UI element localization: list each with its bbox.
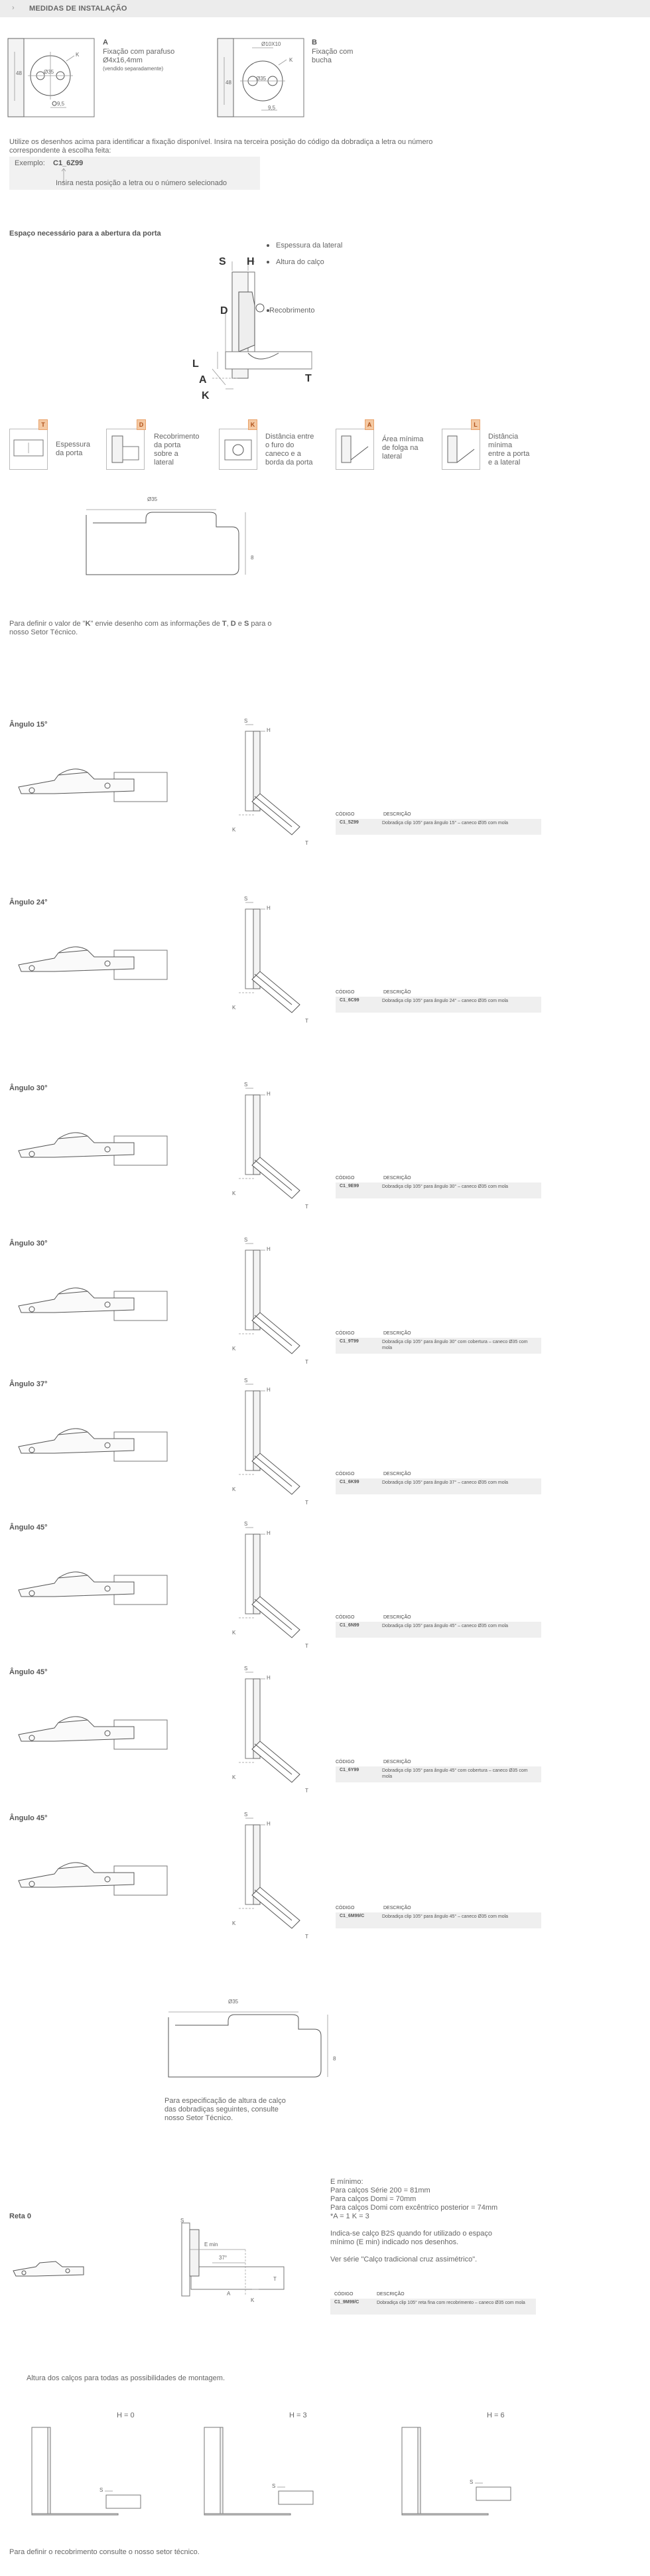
angle-code: C1_6Y99 xyxy=(340,1768,359,1772)
space-title: Espaço necessário para a abertura da porta xyxy=(9,230,161,238)
angle-label-t: T xyxy=(305,840,308,846)
reta-note-line xyxy=(330,2221,569,2230)
angle-label-k: K xyxy=(232,1774,236,1780)
height-s-label: S xyxy=(99,2487,103,2493)
reta-label-s: S xyxy=(180,2218,184,2224)
footer-text: Para definir o recobrimento consulte o nosso setor técnico. xyxy=(9,2548,200,2556)
k-note-mid: " envie desenho com as informações de xyxy=(90,620,222,628)
reta-title: Reta 0 xyxy=(9,2212,32,2220)
reta-note-line: Para calços Série 200 = 81mm xyxy=(330,2186,430,2194)
legend-d-tag: D xyxy=(137,419,146,430)
angle-label-t: T xyxy=(305,1788,308,1794)
code-header: CÓDIGO xyxy=(336,1615,355,1620)
angle-desc: Dobradiça clip 105° para ângulo 37° – caneco Ø35 com mola xyxy=(382,1480,509,1485)
legend-d-box xyxy=(106,429,145,470)
reta-code-table xyxy=(330,2292,536,2315)
label-t: T xyxy=(305,373,312,384)
angle-code-table xyxy=(336,1906,541,1928)
height-label: H = 6 xyxy=(487,2411,505,2419)
angle-desc: Dobradiça clip 105° para ângulo 45° – caneco Ø35 com mola xyxy=(382,1914,509,1919)
height-drawing xyxy=(199,2422,332,2522)
angle-hinge-drawing xyxy=(15,760,174,807)
angle-code: C1_6K99 xyxy=(340,1480,359,1484)
label-a: A xyxy=(199,374,207,386)
code-header: CÓDIGO xyxy=(336,1176,355,1181)
legend-l-text-3: entre a porta xyxy=(488,450,530,458)
angle-label-k: K xyxy=(232,827,236,833)
angle-label-s: S xyxy=(244,718,248,724)
legend-k-text-1: Distância entre xyxy=(265,433,314,441)
fixation-a-circle: Ø35 xyxy=(44,69,54,75)
angle-title: Ângulo 24° xyxy=(9,898,48,906)
label-k: K xyxy=(202,390,210,401)
angle-label-t: T xyxy=(305,1500,308,1506)
code-header: CÓDIGO xyxy=(336,990,355,995)
angle-hinge-drawing xyxy=(15,1420,174,1467)
angle-title: Ângulo 45° xyxy=(9,1814,48,1822)
fixation-b-letter: B xyxy=(312,38,317,46)
angle-label-h: H xyxy=(267,1675,271,1681)
angle-hinge-drawing xyxy=(15,1563,174,1610)
angle-title: Ângulo 30° xyxy=(9,1240,48,1248)
reta-note-line: *A = 1 K = 3 xyxy=(330,2212,369,2220)
k-note-line2: nosso Setor Técnico. xyxy=(9,628,78,636)
desc-header: DESCRIÇÃO xyxy=(383,1906,411,1910)
heights-title: Altura dos calços para todas as possibilidades de montagem. xyxy=(27,2374,226,2382)
legend-t-tag: T xyxy=(38,419,48,430)
legend-a-box xyxy=(336,429,374,470)
callout-dots xyxy=(265,242,279,315)
angle-desc: Dobradiça clip 105° para ângulo 45° – caneco Ø35 com mola xyxy=(382,1624,509,1628)
legend-l-box xyxy=(442,429,480,470)
intro-text-1: Utilize os desenhos acima para identificar a fixação disponível. Insira na terceira posição do código da dobradiça a letra ou número xyxy=(9,138,433,146)
fixation-b-height: 48 xyxy=(226,80,231,86)
fixation-b-circle: Ø35 xyxy=(256,76,267,82)
angle-label-k: K xyxy=(232,1630,236,1636)
callout-lateral: Espessura da lateral xyxy=(276,242,343,250)
desc-header: DESCRIÇÃO xyxy=(383,1472,411,1476)
legend-d-text-2: da porta xyxy=(154,441,181,449)
angle-label-s: S xyxy=(244,1237,248,1243)
k-note-pre: Para definir o valor de " xyxy=(9,620,86,628)
angle-code-table xyxy=(336,990,541,1013)
cup2-height: 8 xyxy=(333,2056,336,2062)
page-title: MEDIDAS DE INSTALAÇÃO xyxy=(29,5,127,13)
angle-section-drawing xyxy=(226,715,325,848)
angle-code-table xyxy=(336,1615,541,1638)
page-header xyxy=(0,0,650,17)
angle-label-k: K xyxy=(232,1486,236,1492)
angle-label-t: T xyxy=(305,1934,308,1940)
angle-hinge-drawing xyxy=(15,1279,174,1326)
legend-k-box xyxy=(219,429,257,470)
angle-label-h: H xyxy=(267,1530,271,1536)
fixation-b-top: Ø10X10 xyxy=(261,41,281,47)
angle-label-h: H xyxy=(267,905,271,911)
angle-label-s: S xyxy=(244,1378,248,1384)
example-hint: Insira nesta posição a letra ou o número selecionado xyxy=(56,179,228,187)
code-header: CÓDIGO xyxy=(336,1760,355,1764)
angle-label-t: T xyxy=(305,1643,308,1649)
angle-section-drawing xyxy=(226,1663,325,1796)
angle-section-drawing xyxy=(226,893,325,1026)
reta-hinge-drawing xyxy=(9,2254,89,2287)
cup2-note-2: das dobradiças seguintes, consulte xyxy=(164,2106,279,2113)
chevron-right-icon[interactable]: › xyxy=(12,4,15,12)
code-header: CÓDIGO xyxy=(336,1472,355,1476)
angle-code: C1_9T99 xyxy=(340,1339,359,1344)
angle-label-h: H xyxy=(267,1246,271,1252)
legend-k-tag: K xyxy=(248,419,257,430)
angle-label-s: S xyxy=(244,1082,248,1088)
fixation-b-bottom: 9,5 xyxy=(268,105,276,111)
angle-title: Ângulo 37° xyxy=(9,1380,48,1388)
reta-note-line: Indica-se calço B2S quando for utilizado o espaço xyxy=(330,2230,492,2238)
reta-label-t: T xyxy=(273,2276,277,2282)
angle-label-s: S xyxy=(244,896,248,902)
example-code: C1_6Z99 xyxy=(53,159,84,167)
angle-label-h: H xyxy=(267,1091,271,1097)
legend-l-text-4: e a lateral xyxy=(488,459,521,466)
fixation-a-k: K xyxy=(76,52,80,58)
angle-code-table xyxy=(336,812,541,835)
fixation-a-line2: Ø4x16,4mm xyxy=(103,56,143,64)
angle-desc: Dobradiça clip 105° para ângulo 15° – caneco Ø35 com mola xyxy=(382,821,509,825)
height-s-label: S xyxy=(470,2479,474,2485)
reta-note-line: E mínimo: xyxy=(330,2178,363,2186)
angle-code: C1_6C99 xyxy=(340,998,359,1003)
k-note-s: S xyxy=(243,620,249,628)
angle-section-drawing xyxy=(226,1518,325,1651)
fixation-a-height: 48 xyxy=(16,70,22,76)
k-note-comma: , xyxy=(226,620,231,628)
angle-title: Ângulo 30° xyxy=(9,1084,48,1092)
fixation-a-letter: A xyxy=(103,38,108,46)
angle-code: C1_6M99/C xyxy=(340,1914,365,1918)
label-l: L xyxy=(192,358,199,370)
intro-text-2: correspondente à escolha feita: xyxy=(9,147,111,155)
height-drawing xyxy=(397,2422,529,2522)
legend-l-tag: L xyxy=(471,419,480,430)
angle-desc: Dobradiça clip 105° para ângulo 30° – caneco Ø35 com mola xyxy=(382,1184,509,1189)
legend-d-text-1: Recobrimento xyxy=(154,433,200,441)
angle-section-drawing xyxy=(226,1375,325,1508)
angle-label-t: T xyxy=(305,1359,308,1365)
fixation-b-k: K xyxy=(289,57,293,63)
angle-label-h: H xyxy=(267,1821,271,1827)
angle-code-table xyxy=(336,1472,541,1494)
reta-note-line: Para calços Domi com excêntrico posterior = 74mm xyxy=(330,2204,498,2212)
code-header: CÓDIGO xyxy=(336,1906,355,1910)
reta-section-drawing xyxy=(172,2216,292,2309)
k-note-d: D xyxy=(230,620,236,628)
reta-note-line: Ver série "Calço tradicional cruz assimétrico". xyxy=(330,2255,478,2263)
reta-note-line: Para calços Domi = 70mm xyxy=(330,2195,417,2203)
angle-label-k: K xyxy=(232,1920,236,1926)
angle-label-s: S xyxy=(244,1666,248,1672)
cup2-note-3: nosso Setor Técnico. xyxy=(164,2114,233,2122)
angle-title: Ângulo 15° xyxy=(9,721,48,729)
angle-label-s: S xyxy=(244,1812,248,1818)
desc-header: DESCRIÇÃO xyxy=(383,1615,411,1620)
angle-title: Ângulo 45° xyxy=(9,1668,48,1676)
example-label: Exemplo: xyxy=(15,159,45,167)
cup1-diameter: Ø35 xyxy=(147,496,158,502)
height-s-label: S xyxy=(272,2483,276,2489)
height-label: H = 0 xyxy=(117,2411,135,2419)
reta-note-line: mínimo (E min) indicado nos desenhos. xyxy=(330,2238,459,2246)
reta-label-a: A xyxy=(227,2291,231,2297)
angle-code: C1_6N99 xyxy=(340,1623,359,1628)
reta-label-emin: E min xyxy=(204,2242,218,2248)
angle-code: C1_5Z99 xyxy=(340,820,359,825)
angle-desc: Dobradiça clip 105° para ângulo 30° com cobertura – caneco Ø35 com mola xyxy=(382,1340,528,1350)
label-d: D xyxy=(220,305,228,317)
angle-code: C1_9E99 xyxy=(340,1184,359,1188)
legend-a-text-2: de folga na xyxy=(382,444,419,452)
angle-code-table xyxy=(336,1760,541,1782)
angle-label-h: H xyxy=(267,1387,271,1393)
legend-k-text-3: caneco e a xyxy=(265,450,301,458)
code-header: CÓDIGO xyxy=(336,812,355,817)
fixation-b-line2: bucha xyxy=(312,56,332,64)
desc-header: DESCRIÇÃO xyxy=(383,1176,411,1181)
reta-label-angle: 37° xyxy=(219,2255,228,2261)
fixation-a-line1: Fixação com parafuso xyxy=(103,48,175,56)
angle-desc: Dobradiça clip 105° para ângulo 45° com cobertura – caneco Ø35 com mola xyxy=(382,1768,528,1779)
legend-l-text-1: Distância xyxy=(488,433,519,441)
fixation-a-bottom: 9,5 xyxy=(57,101,65,107)
k-note-post: para o xyxy=(249,620,272,628)
angle-label-k: K xyxy=(232,1005,236,1011)
reta-code-header: CÓDIGO xyxy=(334,2292,354,2297)
fixation-b-line1: Fixação com xyxy=(312,48,354,56)
angle-section-drawing xyxy=(226,1079,325,1212)
angle-label-t: T xyxy=(305,1018,308,1024)
cup1-height: 8 xyxy=(251,555,254,561)
angle-title: Ângulo 45° xyxy=(9,1524,48,1532)
label-h: H xyxy=(247,256,255,267)
reta-label-k: K xyxy=(251,2297,255,2303)
desc-header: DESCRIÇÃO xyxy=(383,990,411,995)
fixation-a-note: (vendido separadamente) xyxy=(103,66,164,72)
reta-desc-header: DESCRIÇÃO xyxy=(377,2292,405,2297)
fixation-a-drawing xyxy=(8,38,98,118)
legend-l-text-2: mínima xyxy=(488,441,513,449)
reta-notes xyxy=(330,2178,569,2264)
angle-label-s: S xyxy=(244,1521,248,1527)
reta-desc: Dobradiça clip 105° reta fina com recobrimento – caneco Ø35 com mola xyxy=(377,2301,525,2305)
k-note xyxy=(9,620,341,637)
legend-t-box xyxy=(9,429,48,470)
angle-section-drawing xyxy=(226,1809,325,1942)
legend-a-tag: A xyxy=(365,419,374,430)
legend-d-text-3: sobre a xyxy=(154,450,178,458)
callout-recobrimento: Recobrimento xyxy=(269,307,315,315)
legend-k-text-4: borda da porta xyxy=(265,459,313,466)
desc-header: DESCRIÇÃO xyxy=(383,812,411,817)
height-drawing xyxy=(27,2422,159,2522)
angle-label-h: H xyxy=(267,727,271,733)
reta-code: C1_9M99/C xyxy=(334,2300,359,2305)
desc-header: DESCRIÇÃO xyxy=(383,1331,411,1336)
legend-t-text-1: Espessura xyxy=(56,441,90,449)
angle-code-table xyxy=(336,1176,541,1198)
reta-note-line xyxy=(330,2247,569,2255)
desc-header: DESCRIÇÃO xyxy=(383,1760,411,1764)
cup2-diameter: Ø35 xyxy=(228,1999,239,2005)
legend-a-text-1: Área mínima xyxy=(382,435,424,443)
height-label: H = 3 xyxy=(289,2411,307,2419)
k-note-e: e xyxy=(235,620,244,628)
angle-desc: Dobradiça clip 105° para ângulo 24° – caneco Ø35 com mola xyxy=(382,999,509,1003)
callout-calco: Altura do calço xyxy=(276,258,324,266)
legend-k-text-2: o furo do xyxy=(265,441,294,449)
k-note-k: K xyxy=(85,620,91,628)
angle-hinge-drawing xyxy=(15,938,174,985)
legend-d-text-4: lateral xyxy=(154,459,174,466)
code-header: CÓDIGO xyxy=(336,1331,355,1336)
angle-hinge-drawing xyxy=(15,1708,174,1754)
angle-section-drawing xyxy=(226,1234,325,1367)
legend-t-text-2: da porta xyxy=(56,449,83,457)
cup-profile-1 xyxy=(80,503,265,583)
cup-profile-2 xyxy=(162,2005,348,2085)
angle-label-t: T xyxy=(305,1204,308,1210)
label-s: S xyxy=(219,256,226,267)
legend-a-text-3: lateral xyxy=(382,453,402,461)
angle-hinge-drawing xyxy=(15,1854,174,1900)
k-note-t: T xyxy=(222,620,227,628)
cup2-note-1: Para especificação de altura de calço xyxy=(164,2097,286,2105)
angle-code-table xyxy=(336,1331,541,1354)
angle-hinge-drawing xyxy=(15,1124,174,1171)
angle-label-k: K xyxy=(232,1346,236,1352)
angle-label-k: K xyxy=(232,1190,236,1196)
